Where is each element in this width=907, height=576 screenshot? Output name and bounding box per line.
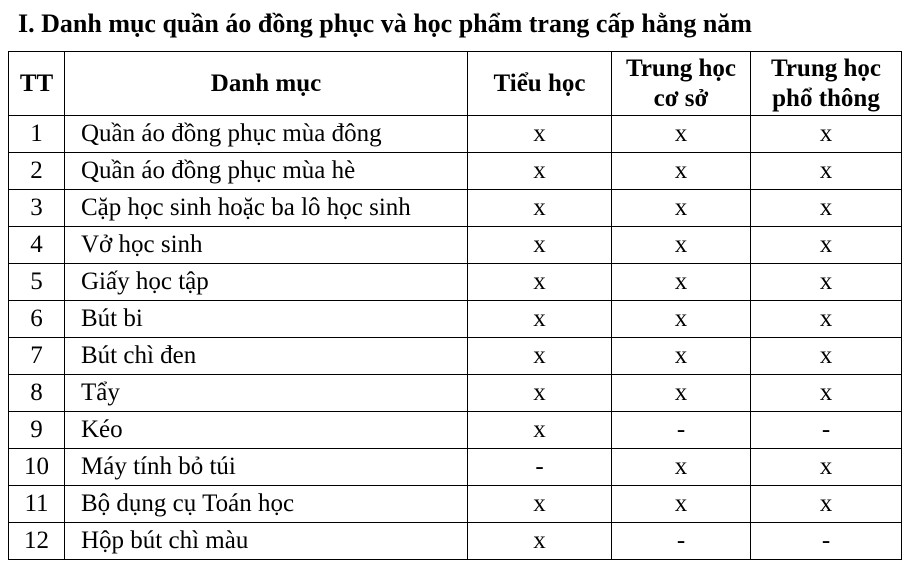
- cell-upper-secondary: x: [751, 486, 902, 523]
- table-row: [9, 116, 902, 153]
- cell-lower-secondary: x: [612, 153, 751, 190]
- cell-upper-secondary: x: [751, 375, 902, 412]
- header-lower-secondary-line2: cơ sở: [653, 84, 709, 112]
- cell-lower-secondary: -: [612, 523, 751, 560]
- cell-lower-secondary: x: [612, 116, 751, 153]
- cell-tt: 2: [9, 153, 65, 190]
- cell-name: Hộp bút chì màu: [65, 523, 468, 560]
- cell-name: Bút bi: [65, 301, 468, 338]
- cell-primary: x: [468, 412, 612, 449]
- cell-tt: 12: [9, 523, 65, 560]
- cell-primary: x: [468, 227, 612, 264]
- table-row: [9, 190, 902, 227]
- cell-tt: 4: [9, 227, 65, 264]
- table-row: [9, 449, 902, 486]
- cell-upper-secondary: x: [751, 190, 902, 227]
- cell-lower-secondary: x: [612, 375, 751, 412]
- table-row: [9, 264, 902, 301]
- header-row: [9, 52, 902, 116]
- supplies-table: [8, 51, 902, 560]
- header-upper-secondary-line1: Trung học: [771, 54, 881, 82]
- table-row: [9, 523, 902, 560]
- header-upper-secondary: [751, 52, 902, 116]
- table-row: [9, 486, 902, 523]
- cell-name: Quần áo đồng phục mùa đông: [65, 116, 468, 153]
- cell-lower-secondary: x: [612, 301, 751, 338]
- table-header: [9, 52, 902, 116]
- cell-tt: 10: [9, 449, 65, 486]
- cell-upper-secondary: x: [751, 116, 902, 153]
- cell-name: Máy tính bỏ túi: [65, 449, 468, 486]
- cell-lower-secondary: x: [612, 190, 751, 227]
- cell-tt: 7: [9, 338, 65, 375]
- cell-lower-secondary: x: [612, 486, 751, 523]
- cell-upper-secondary: x: [751, 264, 902, 301]
- cell-upper-secondary: x: [751, 153, 902, 190]
- cell-name: Giấy học tập: [65, 264, 468, 301]
- cell-name: Vở học sinh: [65, 227, 468, 264]
- header-lower-secondary: [612, 52, 751, 116]
- cell-primary: x: [468, 486, 612, 523]
- cell-primary: x: [468, 153, 612, 190]
- cell-primary: -: [468, 449, 612, 486]
- cell-tt: 11: [9, 486, 65, 523]
- cell-upper-secondary: x: [751, 301, 902, 338]
- cell-primary: x: [468, 523, 612, 560]
- header-primary: Tiểu học: [468, 52, 612, 116]
- table-row: [9, 412, 902, 449]
- header-tt: TT: [9, 52, 65, 116]
- cell-upper-secondary: -: [751, 412, 902, 449]
- cell-name: Bộ dụng cụ Toán học: [65, 486, 468, 523]
- table-row: [9, 375, 902, 412]
- cell-tt: 9: [9, 412, 65, 449]
- header-lower-secondary-line1: Trung học: [626, 54, 736, 82]
- cell-primary: x: [468, 190, 612, 227]
- cell-tt: 5: [9, 264, 65, 301]
- cell-lower-secondary: -: [612, 412, 751, 449]
- cell-upper-secondary: -: [751, 523, 902, 560]
- cell-primary: x: [468, 301, 612, 338]
- cell-upper-secondary: x: [751, 338, 902, 375]
- cell-upper-secondary: x: [751, 227, 902, 264]
- cell-tt: 3: [9, 190, 65, 227]
- header-name: Danh mục: [65, 52, 468, 116]
- table-row: [9, 227, 902, 264]
- header-upper-secondary-line2: phổ thông: [772, 84, 880, 112]
- cell-name: Bút chì đen: [65, 338, 468, 375]
- cell-primary: x: [468, 338, 612, 375]
- cell-name: Kéo: [65, 412, 468, 449]
- table-row: [9, 153, 902, 190]
- cell-primary: x: [468, 116, 612, 153]
- cell-tt: 8: [9, 375, 65, 412]
- cell-primary: x: [468, 375, 612, 412]
- table-row: [9, 338, 902, 375]
- cell-tt: 6: [9, 301, 65, 338]
- cell-lower-secondary: x: [612, 338, 751, 375]
- cell-primary: x: [468, 264, 612, 301]
- section-title: I. Danh mục quần áo đồng phục và học phẩm trang cấp hằng năm: [18, 9, 752, 38]
- cell-upper-secondary: x: [751, 449, 902, 486]
- cell-name: Tẩy: [65, 375, 468, 412]
- cell-lower-secondary: x: [612, 449, 751, 486]
- table-row: [9, 301, 902, 338]
- cell-name: Quần áo đồng phục mùa hè: [65, 153, 468, 190]
- cell-name: Cặp học sinh hoặc ba lô học sinh: [65, 190, 468, 227]
- cell-lower-secondary: x: [612, 264, 751, 301]
- cell-tt: 1: [9, 116, 65, 153]
- table-body: [9, 116, 902, 560]
- cell-lower-secondary: x: [612, 227, 751, 264]
